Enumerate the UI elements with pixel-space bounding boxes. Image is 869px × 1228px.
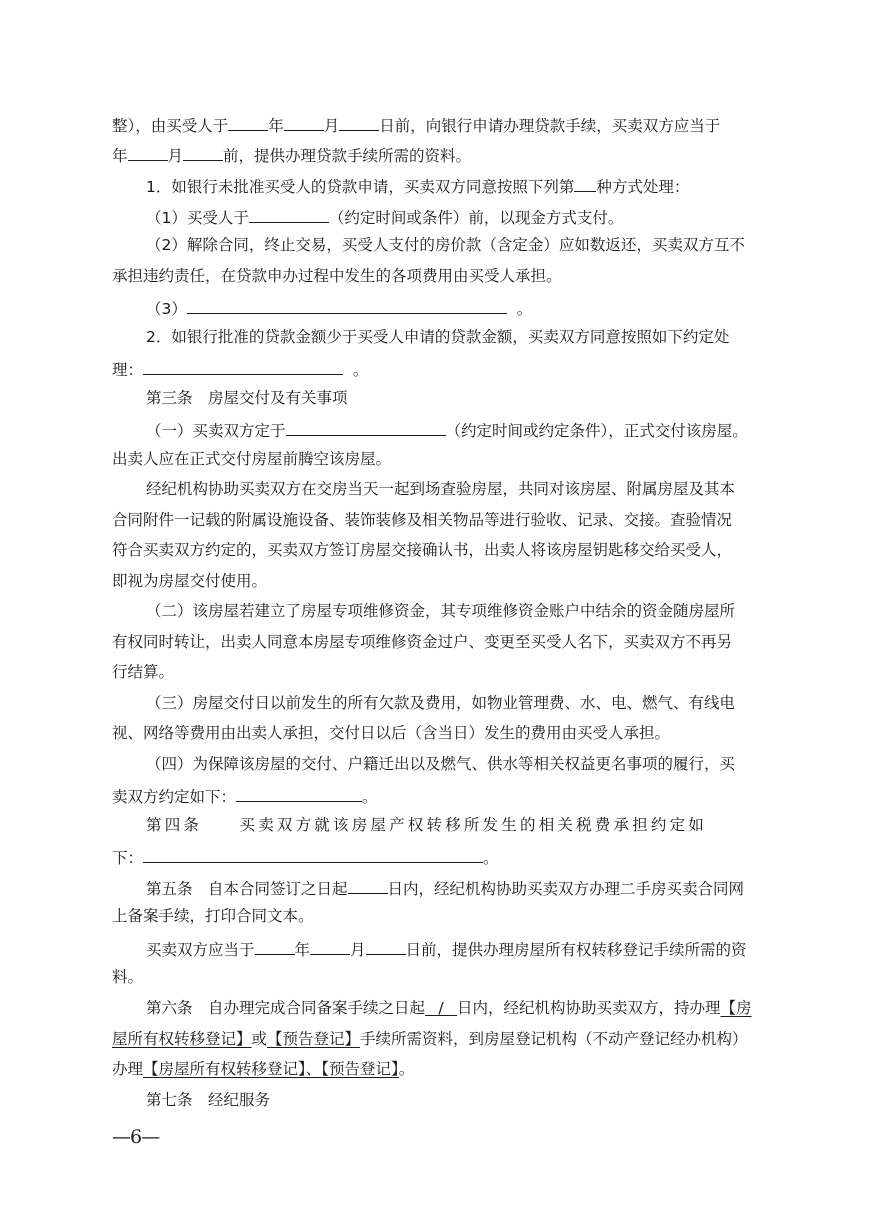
loan-shortfall-blank[interactable]	[143, 357, 343, 375]
article-heading: 第四条 买卖双方就该房屋产权转移所发生的相关税费承担约定如	[146, 816, 708, 834]
paragraph-line: 符合买卖双方约定的，买卖双方签订房屋交接确认书，出卖人将该房屋钥匙移交给买受人，	[112, 541, 733, 559]
paragraph-line: （3） 。	[146, 296, 762, 319]
article-heading: 第三条 房屋交付及有关事项	[146, 389, 348, 407]
paragraph-line: 买卖双方应当于 年 月 日前，提供办理房屋所有权转移登记手续所需的资	[146, 937, 762, 960]
day-blank[interactable]	[366, 937, 406, 955]
paragraph-line: 第五条 自本合同签订之日起 日内，经纪机构协助买卖双方办理二手房买卖合同网	[146, 876, 762, 899]
paragraph-line: 有权同时转让，出卖人同意本房屋专项维修资金过户、变更至买受人名下，买卖双方不再另	[112, 633, 733, 651]
days-blank[interactable]	[348, 876, 388, 894]
paragraph-line: 经纪机构协助买卖双方在交房当天一起到场查验房屋，共同对该房屋、附属房屋及其本	[146, 480, 736, 498]
cash-deadline-blank[interactable]	[249, 205, 329, 223]
page-number: —6—	[112, 1126, 160, 1148]
day-blank[interactable]	[339, 113, 379, 131]
year-blank[interactable]	[228, 113, 268, 131]
paragraph-line: 办理【房屋所有权转移登记】、【预告登记】。	[112, 1060, 415, 1078]
paragraph-line: 2．如银行批准的贷款金额少于买受人申请的贷款金额，买卖双方同意按照如下约定处	[146, 328, 730, 346]
rights-transfer-blank[interactable]	[236, 784, 362, 802]
paragraph-line: 合同附件一记载的附属设施设备、装饰装修及相关物品等进行验收、记录、交接。查验情况	[112, 511, 733, 529]
paragraph-line: （一）买卖双方定于 （约定时间或约定条件），正式交付该房屋。	[146, 418, 762, 441]
paragraph-line: 上备案手续，打印合同文本。	[112, 907, 314, 925]
month-blank[interactable]	[128, 143, 168, 161]
option3-blank[interactable]	[187, 296, 507, 314]
paragraph-line: （2）解除合同，终止交易，买受人支付的房价款（含定金）应如数返还，买卖双方互不	[146, 236, 745, 254]
paragraph-line: 行结算。	[112, 663, 175, 681]
paragraph-line: 理： 。	[112, 357, 762, 380]
paragraph-line: 卖双方约定如下： 。	[112, 784, 762, 807]
paragraph-line: 下： 。	[112, 845, 762, 868]
paragraph-line: 年 月 前，提供办理贷款手续所需的资料。	[112, 143, 762, 166]
paragraph-line: 屋所有权转移登记】或【预告登记】手续所需资料，到房屋登记机构（不动产登记经办机构）	[112, 1030, 748, 1048]
tax-agreement-blank[interactable]	[143, 845, 483, 863]
paragraph-line: 出卖人应在正式交付房屋前腾空该房屋。	[112, 450, 392, 468]
month-blank[interactable]	[284, 113, 324, 131]
delivery-date-blank[interactable]	[286, 418, 446, 436]
paragraph-line: （1）买受人于 （约定时间或条件）前，以现金方式支付。	[146, 205, 762, 228]
paragraph-line: 即视为房屋交付使用。	[112, 572, 268, 590]
days-filled-blank[interactable]: /	[425, 998, 457, 1016]
paragraph-line: （四）为保障该房屋的交付、户籍迁出以及燃气、供水等相关权益更名事项的履行，买	[146, 755, 736, 773]
month-blank[interactable]	[310, 937, 350, 955]
paragraph-line: 承担违约责任，在贷款申办过程中发生的各项费用由买受人承担。	[112, 267, 562, 285]
paragraph-line: 视、网络等费用由出卖人承担，交付日以后（含当日）发生的费用由买受人承担。	[112, 724, 671, 742]
day-blank[interactable]	[183, 143, 223, 161]
paragraph-line: 第六条 自办理完成合同备案手续之日起 / 日内，经纪机构协助买卖双方，持办理【房	[146, 999, 752, 1017]
paragraph-line: 整），由买受人于 年 月 日前，向银行申请办理贷款手续，买卖双方应当于	[112, 113, 762, 136]
paragraph-line: （三）房屋交付日以前发生的所有欠款及费用，如物业管理费、水、电、燃气、有线电	[146, 694, 736, 712]
option-blank[interactable]	[574, 174, 596, 192]
paragraph-line: 料。	[112, 968, 144, 986]
year-blank[interactable]	[255, 937, 295, 955]
article-heading: 第七条 经纪服务	[146, 1091, 271, 1109]
paragraph-line: 1．如银行未批准买受人的贷款申请，买卖双方同意按照下列第 种方式处理：	[146, 174, 762, 197]
paragraph-line: （二）该房屋若建立了房屋专项维修资金，其专项维修资金账户中结余的资金随房屋所	[146, 602, 736, 620]
